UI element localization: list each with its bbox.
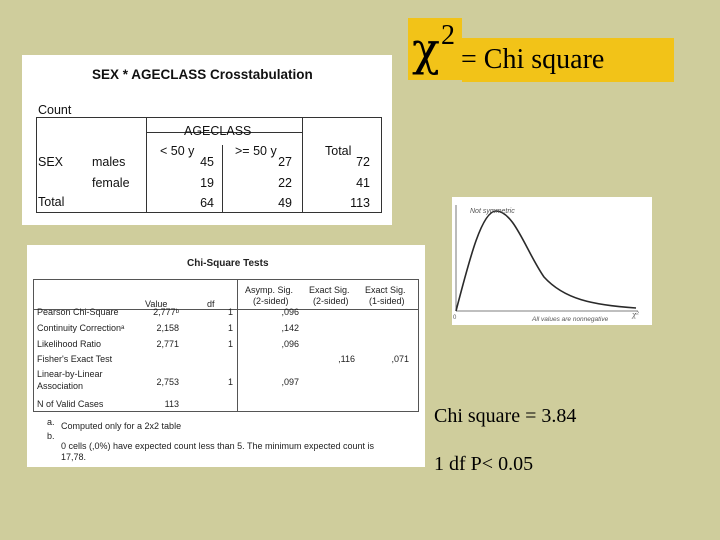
test-asymp: ,096 bbox=[281, 307, 299, 317]
test-df: 1 bbox=[227, 339, 233, 349]
axis-label: χ² bbox=[632, 311, 640, 319]
hdr-df: df bbox=[207, 299, 215, 309]
hdr-asymp: Asymp. Sig. bbox=[245, 285, 294, 295]
sex-label: SEX bbox=[38, 155, 64, 169]
bottom-label: All values are nonnegative bbox=[532, 316, 609, 323]
row-female: female bbox=[92, 176, 130, 190]
cell: 64 bbox=[200, 196, 214, 210]
footnote-b-line1: 0 cells (,0%) have expected count less than 5. The minimum expected count is bbox=[61, 441, 374, 451]
test-exact1: ,071 bbox=[391, 354, 409, 364]
test-asymp: ,096 bbox=[281, 339, 299, 349]
test-df: 1 bbox=[227, 307, 233, 317]
df-p-value-note: 1 df P< 0.05 bbox=[434, 453, 534, 475]
test-label: Likelihood Ratio bbox=[37, 339, 102, 349]
crosstab-table bbox=[22, 55, 392, 225]
test-label: Continuity Correctionᵃ bbox=[37, 323, 125, 333]
cell: 45 bbox=[200, 155, 214, 169]
col-total: Total bbox=[325, 144, 352, 158]
hdr-asymp-sub: (2-sided) bbox=[253, 296, 289, 306]
test-label: Linear-by-Linear bbox=[37, 369, 103, 379]
test-label: N of Valid Cases bbox=[37, 399, 104, 409]
cell: 27 bbox=[278, 155, 292, 169]
row-males: males bbox=[92, 155, 126, 169]
test-asymp: ,142 bbox=[281, 323, 299, 333]
cell: 22 bbox=[278, 176, 292, 190]
chi-square-distribution-figure bbox=[452, 197, 652, 325]
distribution-curve-svg bbox=[452, 197, 652, 325]
test-df: 1 bbox=[227, 323, 233, 333]
hdr-value: Value bbox=[145, 299, 168, 309]
test-value: 113 bbox=[164, 399, 179, 409]
test-value: 2,753 bbox=[156, 377, 179, 387]
distribution-curve bbox=[456, 211, 636, 311]
hdr-exact2: Exact Sig. bbox=[309, 285, 350, 295]
footnote-b-mark: b. bbox=[47, 431, 55, 441]
test-label: Fisher's Exact Test bbox=[37, 354, 113, 364]
test-value: 2,158 bbox=[156, 323, 179, 333]
footnote-b-line2: 17,78. bbox=[61, 452, 87, 462]
test-value: 2,777ᵇ bbox=[153, 307, 179, 317]
slide-title: = Chi square bbox=[461, 44, 605, 75]
test-df: 1 bbox=[227, 377, 233, 387]
crosstab-heading: SEX * AGECLASS Crosstabulation bbox=[92, 67, 313, 82]
count-label: Count bbox=[38, 103, 72, 117]
chi-exponent: 2 bbox=[441, 20, 455, 51]
chi-square-tests-table bbox=[27, 245, 425, 467]
hdr-exact1-sub: (1-sided) bbox=[369, 296, 405, 306]
hdr-exact2-sub: (2-sided) bbox=[313, 296, 349, 306]
col-ge50: >= 50 y bbox=[235, 144, 277, 158]
test-exact2: ,116 bbox=[338, 354, 355, 364]
cell: 49 bbox=[278, 196, 292, 210]
cell: 19 bbox=[200, 176, 214, 190]
footnote-a-mark: a. bbox=[47, 417, 55, 427]
ageclass-label: AGECLASS bbox=[184, 124, 252, 138]
origin-label: 0 bbox=[453, 315, 457, 321]
cell: 41 bbox=[356, 176, 370, 190]
cell: 113 bbox=[350, 196, 370, 210]
test-label: Pearson Chi-Square bbox=[37, 307, 119, 317]
top-label: Not symmetric bbox=[470, 208, 515, 215]
hdr-exact1: Exact Sig. bbox=[365, 285, 406, 295]
row-total: Total bbox=[38, 195, 65, 209]
col-lt50: < 50 y bbox=[160, 144, 195, 158]
test-asymp: ,097 bbox=[281, 377, 299, 387]
chi-symbol: χ bbox=[412, 22, 440, 76]
chitests-heading: Chi-Square Tests bbox=[187, 258, 269, 269]
chi-square-critical-value: Chi square = 3.84 bbox=[434, 405, 577, 427]
footnote-a: Computed only for a 2x2 table bbox=[61, 421, 182, 431]
cell: 72 bbox=[356, 155, 370, 169]
test-value: 2,771 bbox=[156, 339, 179, 349]
test-label-cont: Association bbox=[37, 381, 84, 391]
